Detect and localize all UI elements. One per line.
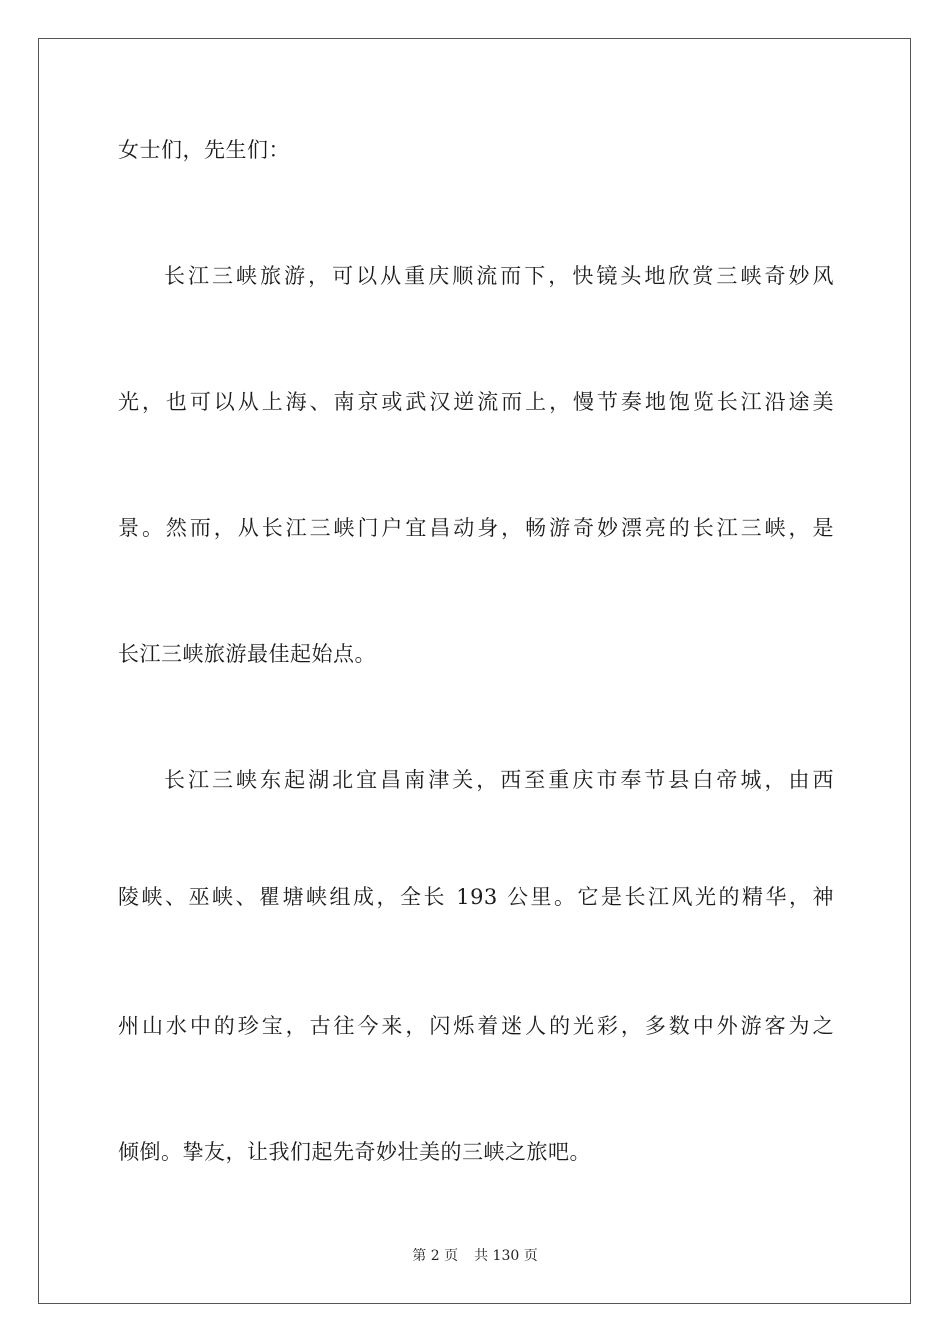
paragraph-2-line-1: 长江三峡东起湖北宜昌南津关，西至重庆市奉节县白帝城，由西 bbox=[164, 768, 834, 792]
page-border bbox=[38, 38, 911, 1304]
greeting: 女士们，先生们： bbox=[118, 138, 290, 162]
paragraph-2-line-4: 倾倒。挚友，让我们起先奇妙壮美的三峡之旅吧。 bbox=[118, 1140, 591, 1164]
paragraph-1-line-3: 景。然而，从长江三峡门户宜昌动身，畅游奇妙漂亮的长江三峡，是 bbox=[118, 516, 834, 540]
paragraph-2-line-2: 陵峡、巫峡、瞿塘峡组成，全长 193 公里。它是长江风光的精华，神 bbox=[118, 885, 834, 909]
paragraph-1-line-4: 长江三峡旅游最佳起始点。 bbox=[118, 642, 376, 666]
page-total: 共 130 页 bbox=[474, 1248, 538, 1264]
paragraph-1-line-2: 光，也可以从上海、南京或武汉逆流而上，慢节奏地饱览长江沿途美 bbox=[118, 390, 834, 414]
page-footer bbox=[0, 1247, 950, 1265]
paragraph-2-line-3: 州山水中的珍宝，古往今来，闪烁着迷人的光彩，多数中外游客为之 bbox=[118, 1014, 834, 1038]
page-number: 第 2 页 bbox=[412, 1248, 459, 1264]
paragraph-1-line-1: 长江三峡旅游，可以从重庆顺流而下，快镜头地欣赏三峡奇妙风 bbox=[164, 264, 834, 288]
